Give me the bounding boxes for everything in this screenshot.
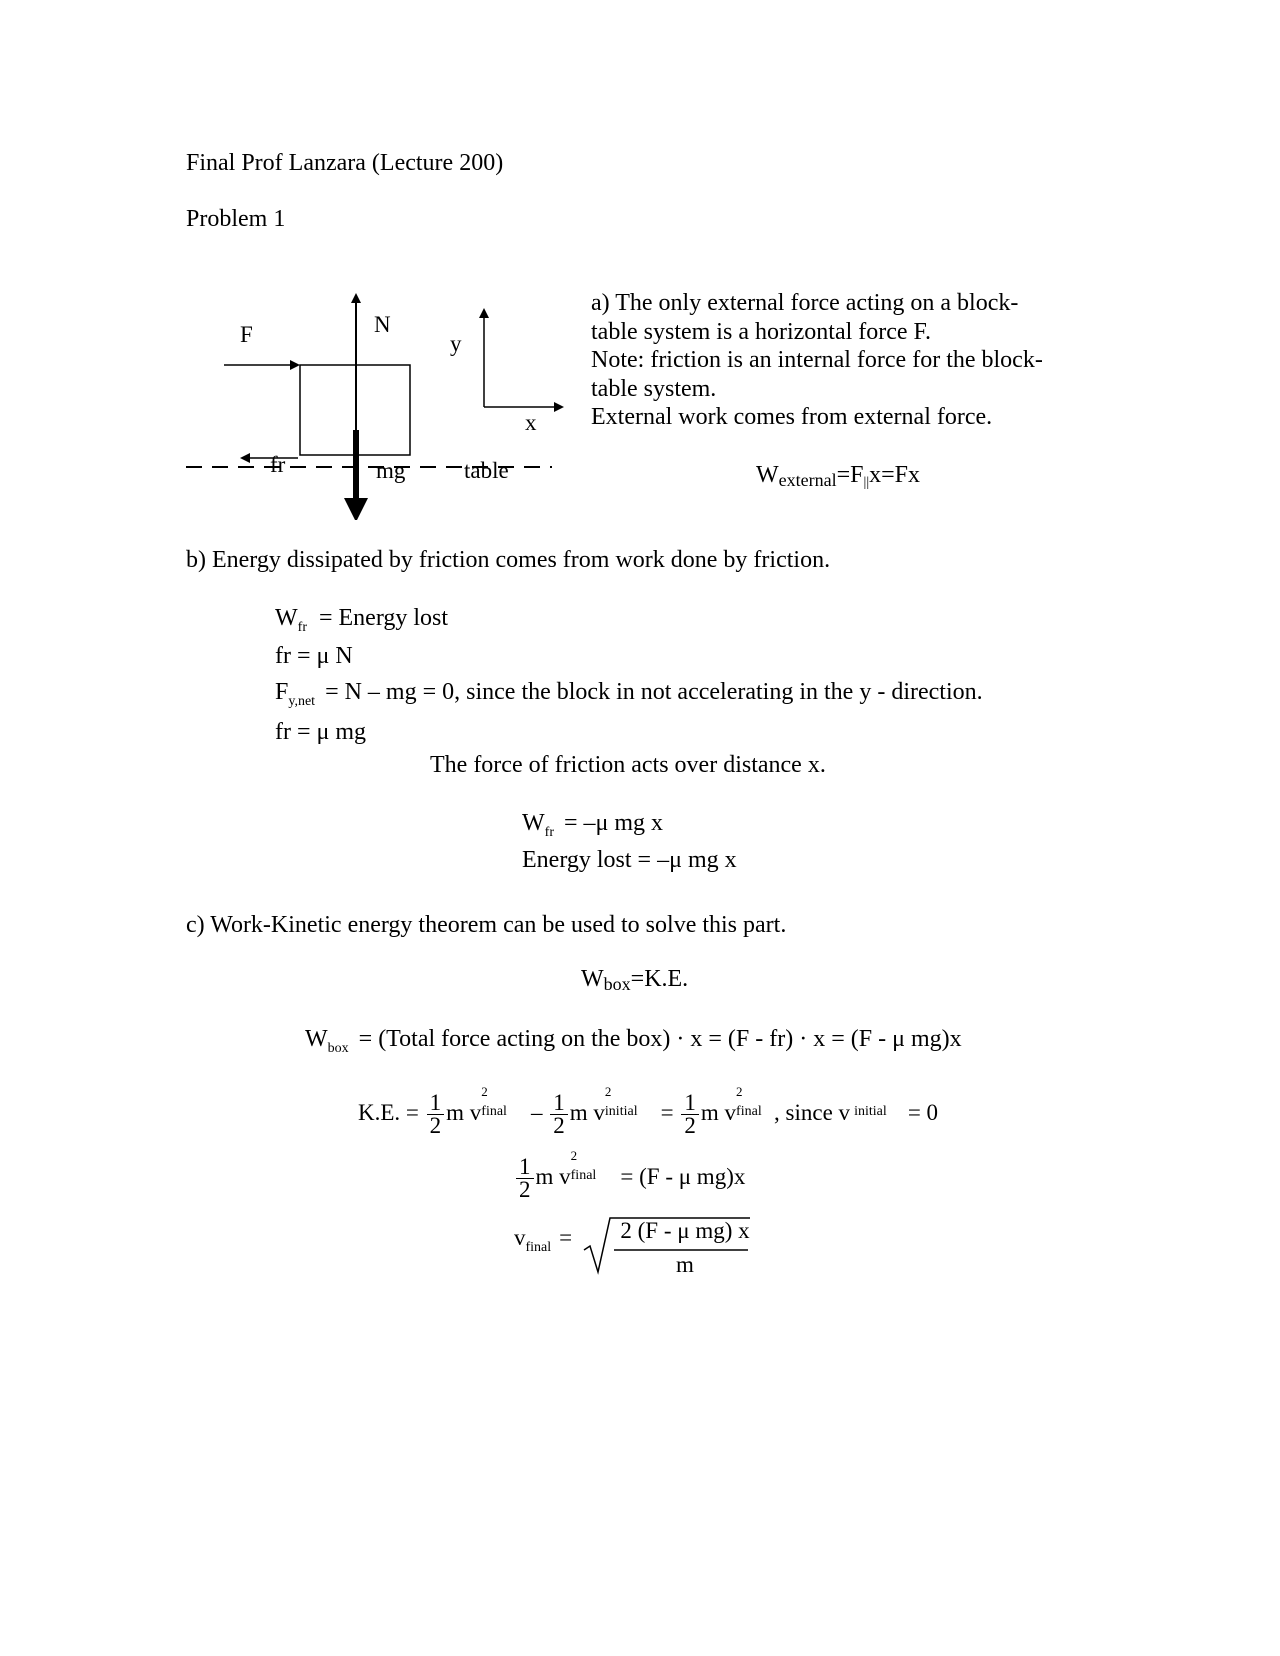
part-a-text	[591, 289, 1043, 432]
net-y-force-equation: $F_{y,net} = N$ – mg = 0, since the block in not accelerating in the y - direction.	[275, 679, 983, 709]
work-box-equation: $W_{box}$ = (Total force acting on the box) · x = (F - fr) · x = (F - μ mg)x	[305, 1026, 962, 1056]
label-N: N	[374, 312, 391, 337]
kinetic-energy-equation: K.E. = $\frac{1}{2}$ m v 2 final – $\frac{1}{2}$ m v 2 initial = $\frac{1}{2}$ m v 2 final , since v initial = 0	[358, 1083, 939, 1138]
document-title: Final Prof Lanzara (Lecture 200)	[186, 150, 504, 176]
sqrt-denominator: m	[676, 1252, 694, 1277]
label-mg: mg	[376, 458, 406, 483]
part-a-line: table system.	[591, 375, 717, 402]
work-ke-equation: Wbox=K.E.	[581, 966, 689, 994]
part-a-line: a) The only external force acting on a block-	[591, 290, 1019, 316]
friction-normal-equation: fr = μ N	[275, 643, 353, 669]
part-b-heading: b) Energy dissipated by friction comes from work done by friction.	[186, 547, 831, 573]
part-c-heading: c) Work-Kinetic energy theorem can be used to solve this part.	[186, 912, 787, 938]
part-a-line: External work comes from external force.	[591, 404, 993, 430]
label-F: F	[240, 322, 253, 347]
friction-mg-equation: fr = μ mg	[275, 719, 367, 745]
final-velocity-equation: $v_{final}$ =	[514, 1225, 573, 1255]
label-table: table	[464, 458, 509, 483]
problem-heading: Problem 1	[186, 206, 286, 232]
part-a-line: Note: friction is an internal force for the block-	[591, 347, 1043, 373]
external-work-equation: Wexternal=F||x=Fx	[756, 462, 921, 490]
friction-distance-note: The force of friction acts over distance x.	[430, 752, 826, 778]
label-x: x	[525, 410, 537, 435]
label-fr: fr	[270, 452, 286, 477]
sqrt-numerator: 2 (F - μ mg) x	[620, 1218, 750, 1243]
free-body-diagram	[180, 290, 570, 530]
half-mv-squared-equation: $\frac{1}{2}$ m v 2 final = (F - μ mg)x	[514, 1156, 745, 1201]
work-friction-result: $W_{fr} = -\mu$ mg x	[522, 810, 664, 840]
label-y: y	[450, 331, 462, 356]
energy-lost-result: Energy lost = –μ mg x	[522, 847, 737, 873]
work-friction-equation: $W_{fr}$ = Energy lost	[275, 605, 449, 635]
part-a-line: table system is a horizontal force F.	[591, 318, 931, 345]
